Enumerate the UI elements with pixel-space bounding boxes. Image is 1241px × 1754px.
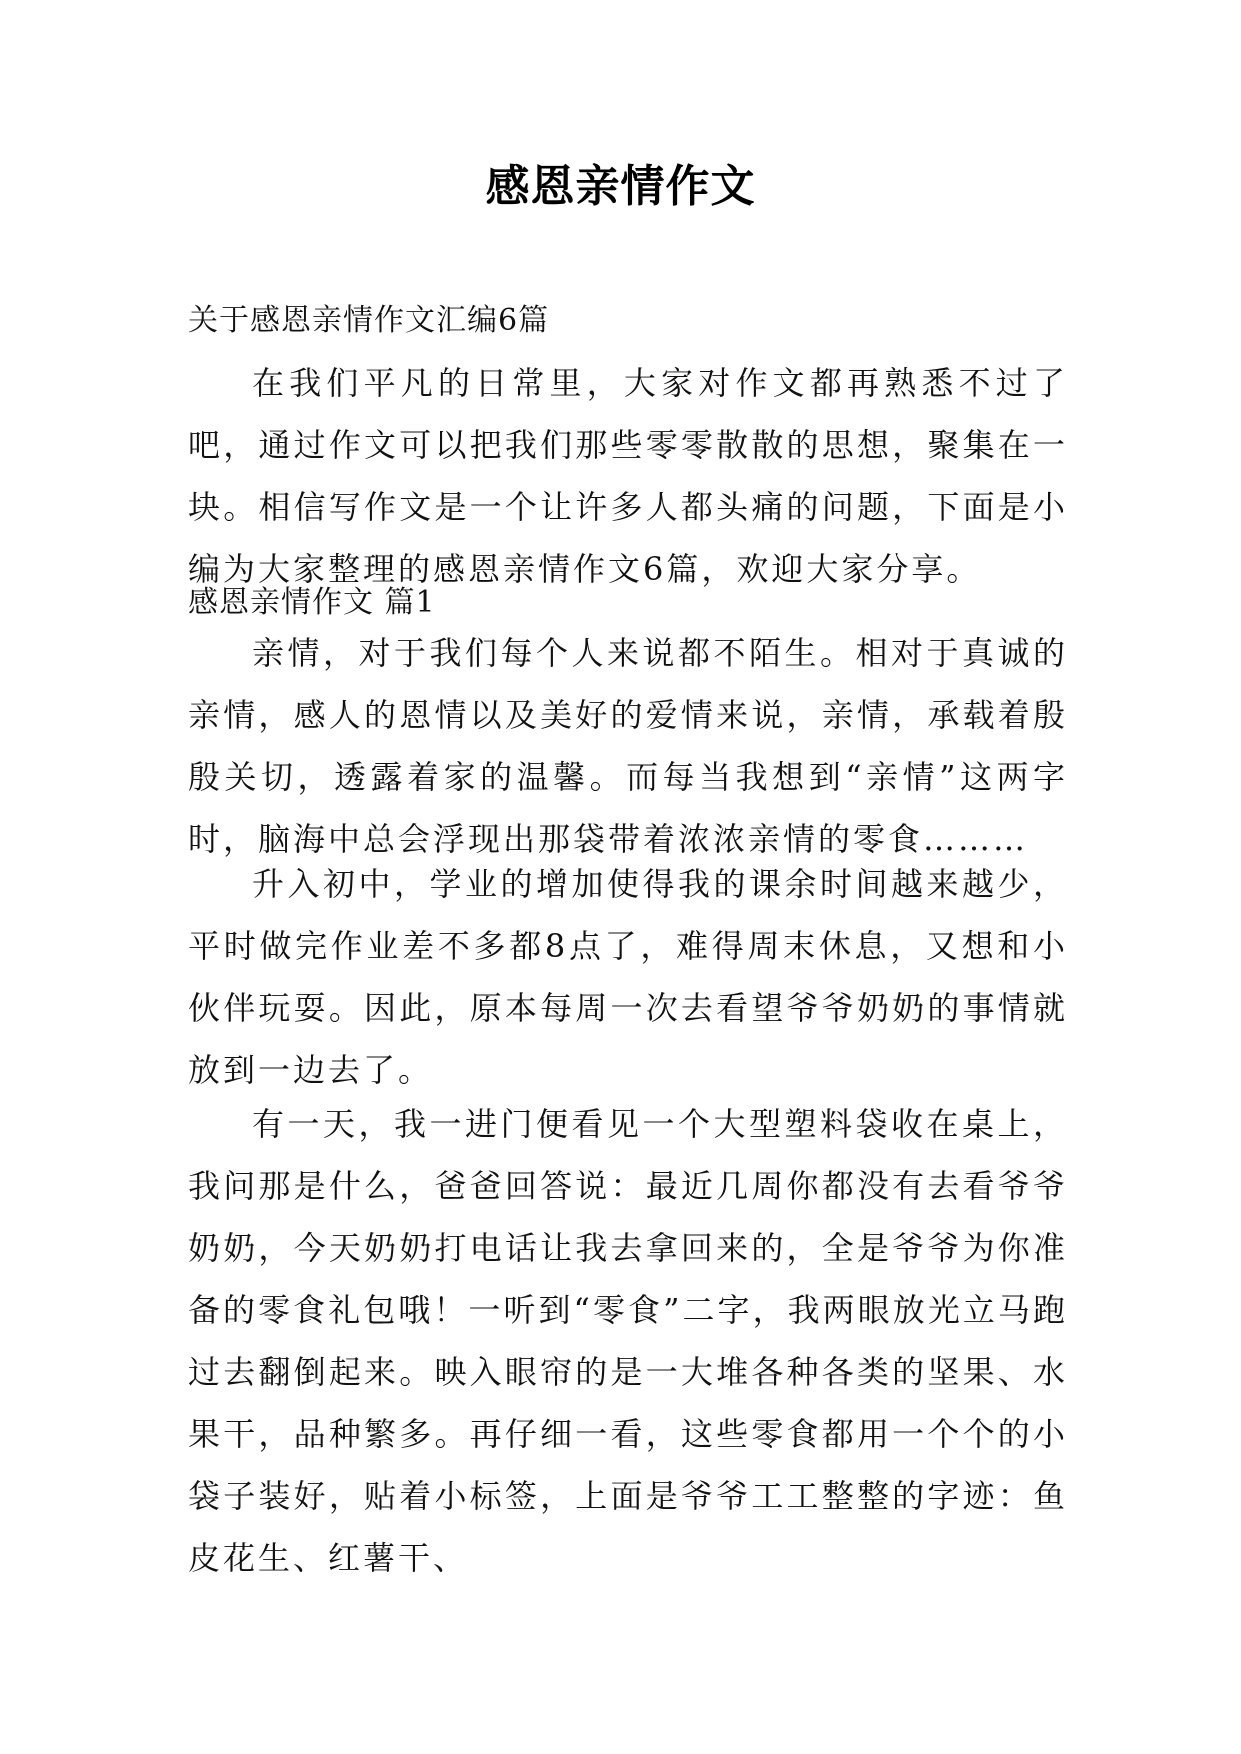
document-title: 感恩亲情作文 <box>485 161 756 212</box>
document-subtitle: 关于感恩亲情作文汇编6篇 <box>188 303 550 338</box>
body-paragraph: 亲情，对于我们每个人来说都不陌生。相对于真诚的亲情，感人的恩情以及美好的爱情来说，亲情，承载着殷殷关切，透露着家的温馨。而每当我想到“亲情”这两字时，脑海中总会浮现出那袋带着浓浓亲情的零食……… <box>188 634 1068 858</box>
section-heading: 感恩亲情作文 篇1 <box>188 585 436 620</box>
intro-paragraph: 在我们平凡的日常里，大家对作文都再熟悉不过了吧，通过作文可以把我们那些零零散散的思想，聚集在一块。相信写作文是一个让许多人都头痛的问题，下面是小编为大家整理的感恩亲情作文6篇，欢迎大家分享。 <box>188 364 1068 588</box>
body-paragraph: 升入初中，学业的增加使得我的课余时间越来越少，平时做完作业差不多都8点了，难得周末休息，又想和小伙伴玩耍。因此，原本每周一次去看望爷爷奶奶的事情就放到一边去了。 <box>188 865 1068 1089</box>
body-paragraph: 有一天，我一进门便看见一个大型塑料袋收在桌上，我问那是什么，爸爸回答说：最近几周你都没有去看爷爷奶奶，今天奶奶打电话让我去拿回来的，全是爷爷为你准备的零食礼包哦！一听到“零食”二字，我两眼放光立马跑过去翻倒起来。映入眼帘的是一大堆各种各类的坚果、水果干，品种繁多。再仔细一看，这些零食都用一个个的小袋子装好，贴着小标签，上面是爷爷工工整整的字迹：鱼皮花生、红薯干、 <box>188 1105 1068 1577</box>
